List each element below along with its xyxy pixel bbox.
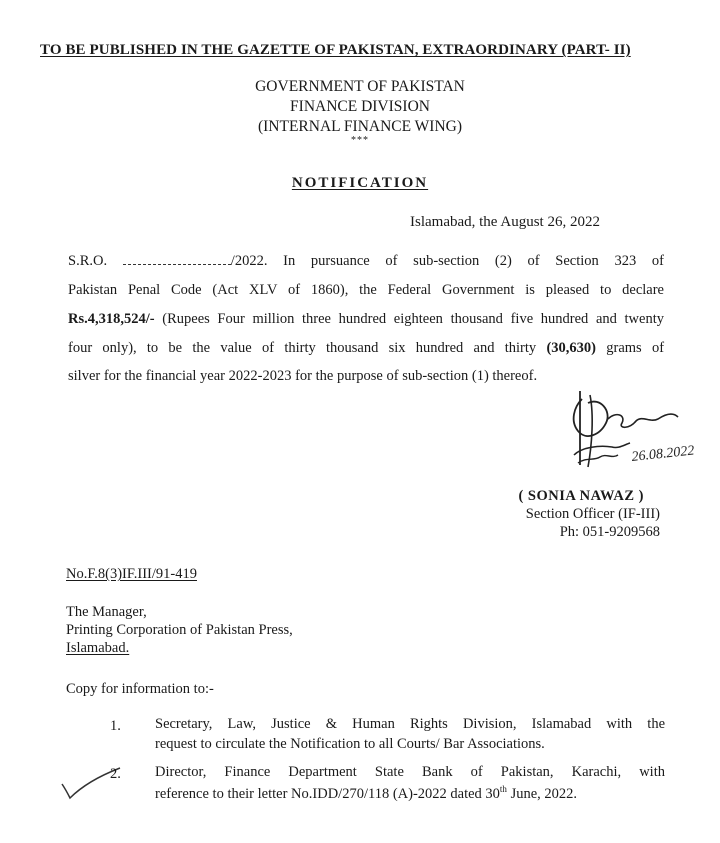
copy-item-2-date: June, 2022. — [506, 785, 578, 802]
copy-item-1-number: 1. — [110, 718, 121, 734]
body-line-1 — [68, 253, 664, 270]
body-line-3-text: (Rupees Four million three hundred eighteen thousand five hundred and twenty — [162, 311, 664, 327]
gazette-heading: TO BE PUBLISHED IN THE GAZETTE OF PAKISTAN, EXTRAORDINARY (PART- II) — [40, 42, 631, 58]
sro-year: /2022. — [230, 253, 268, 269]
signatory-designation: Section Officer (IF-III) — [525, 506, 660, 522]
amount: Rs.4,318,524/- — [68, 311, 155, 327]
body-line-4-text: four only), to be the value of thirty thousand six hundred and thirty — [68, 340, 537, 356]
copy-item-1-line-1: Secretary, Law, Justice & Human Rights Division, Islamabad with the — [155, 716, 665, 732]
body-line-4 — [68, 340, 664, 357]
addressee-organization: Printing Corporation of Pakistan Press, — [66, 622, 293, 638]
copy-item-2-line-2 — [155, 784, 577, 803]
body-line-2: Pakistan Penal Code (Act XLV of 1860), the Federal Government is pleased to declare — [68, 282, 664, 298]
body-line-5: silver for the financial year 2022-2023 for the purpose of sub-section (1) thereof. — [68, 368, 538, 384]
place-date: Islamabad, the August 26, 2022 — [410, 214, 600, 230]
body-line-3 — [68, 311, 664, 328]
copy-item-1-line-2: request to circulate the Notification to all Courts/ Bar Associations. — [155, 736, 545, 752]
government-name: GOVERNMENT OF PAKISTAN — [255, 78, 465, 95]
notification-title: NOTIFICATION — [291, 175, 429, 191]
copy-item-2-sup: th — [499, 784, 507, 794]
division-name: FINANCE DIVISION — [290, 98, 430, 115]
sro-label: S.R.O. — [68, 253, 108, 269]
addressee-title: The Manager, — [66, 604, 147, 620]
copy-heading: Copy for information to:- — [66, 681, 214, 697]
grams-value: (30,630) — [546, 340, 596, 356]
copy-item-2-number: 2. — [110, 766, 121, 782]
body-line-1-text: In pursuance of sub-section (2) of Section 323 of — [283, 253, 665, 269]
body-line-4-end: grams of — [606, 340, 665, 356]
file-number: No.F.8(3)IF.III/91-419 — [66, 566, 197, 582]
copy-item-2-ref: reference to their letter No.IDD/270/118 (A)-2022 dated 30 — [155, 785, 500, 802]
signatory-phone: Ph: 051-9209568 — [559, 524, 660, 540]
addressee-city: Islamabad. — [66, 640, 130, 656]
separator-stars: *** — [351, 135, 369, 146]
signatory-name: ( SONIA NAWAZ ) — [518, 488, 644, 504]
copy-item-2-line-1: Director, Finance Department State Bank of Pakistan, Karachi, with — [155, 764, 665, 780]
sro-number-blank — [123, 254, 231, 265]
signature-date: 26.08.2022 — [630, 443, 696, 465]
wing-name: (INTERNAL FINANCE WING) — [257, 118, 463, 135]
handwritten-signature — [560, 385, 710, 490]
